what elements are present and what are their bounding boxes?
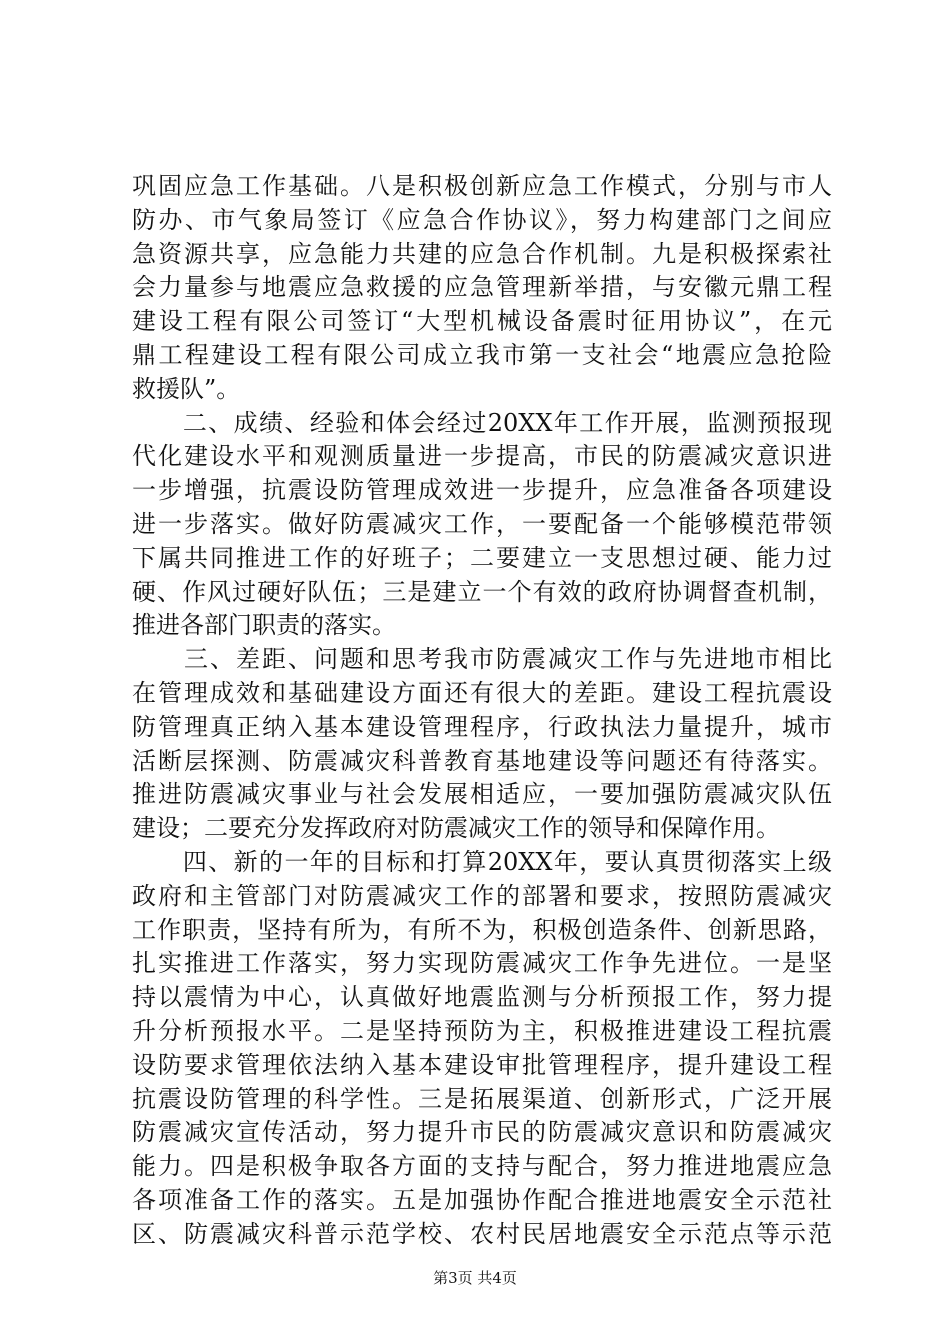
text-line: 进一步落实。做好防震减灾工作，一要配备一个能够模范带领 — [132, 509, 832, 538]
body-text — [132, 170, 832, 1252]
text-line: 防办、市气象局签订《应急合作协议》，努力构建部门之间应 — [132, 205, 832, 234]
text-line: 防管理真正纳入基本建设管理程序，行政执法力量提升，城市 — [132, 712, 832, 741]
text-line: 推进防震减灾事业与社会发展相适应，一要加强防震减灾队伍 — [132, 780, 832, 809]
text-line: 硬、作风过硬好队伍；三是建立一个有效的政府协调督查机制， — [132, 577, 832, 606]
text-line: 活断层探测、防震减灾科普教育基地建设等问题还有待落实。 — [132, 746, 832, 775]
text-line: 推进各部门职责的落实。 — [132, 611, 396, 640]
text-line: 一步增强，抗震设防管理成效进一步提升，应急准备各项建设 — [132, 476, 832, 505]
text-line: 巩固应急工作基础。八是积极创新应急工作模式，分别与市人 — [132, 172, 832, 200]
text-line: 下属共同推进工作的好班子；二要建立一支思想过硬、能力过 — [132, 543, 832, 572]
text-line: 区、防震减灾科普示范学校、农村民居地震安全示范点等示范 — [132, 1219, 832, 1248]
text-line: 代化建设水平和观测质量进一步提高，市民的防震减灾意识进 — [132, 442, 832, 471]
text-line: 扎实推进工作落实，努力实现防震减灾工作争先进位。一是坚 — [132, 949, 832, 978]
text-line: 能力。四是积极争取各方面的支持与配合，努力推进地震应急 — [132, 1152, 832, 1181]
text-line: 建设；二要充分发挥政府对防震减灾工作的领导和保障作用。 — [132, 814, 780, 843]
text-line: 二、成绩、经验和体会经过20XX年工作开展，监测预报现 — [132, 408, 832, 437]
text-line: 设防要求管理依法纳入基本建设审批管理程序，提升建设工程 — [132, 1050, 832, 1079]
text-line: 升分析预报水平。二是坚持预防为主，积极推进建设工程抗震 — [132, 1016, 832, 1045]
text-line: 急资源共享，应急能力共建的应急合作机制。九是积极探索社 — [132, 239, 832, 268]
text-line: 抗震设防管理的科学性。三是拓展渠道、创新形式，广泛开展 — [132, 1084, 832, 1113]
text-line: 四、新的一年的目标和打算20XX年，要认真贯彻落实上级 — [132, 847, 832, 876]
text-line: 三、差距、问题和思考我市防震减灾工作与先进地市相比 — [132, 645, 832, 674]
text-line: 防震减灾宣传活动，努力提升市民的防震减灾意识和防震减灾 — [132, 1118, 832, 1147]
text-line: 工作职责，坚持有所为，有所不为，积极创造条件、创新思路， — [132, 915, 832, 944]
text-line: 各项准备工作的落实。五是加强协作配合推进地震安全示范社 — [132, 1185, 832, 1214]
text-line: 会力量参与地震应急救援的应急管理新举措，与安徽元鼎工程 — [132, 273, 832, 302]
text-line: 救援队”。 — [132, 374, 241, 403]
text-line: 鼎工程建设工程有限公司成立我市第一支社会“地震应急抢险 — [132, 340, 832, 369]
page-number-footer: 第3页 共4页 — [433, 1269, 517, 1287]
text-line: 持以震情为中心，认真做好地震监测与分析预报工作，努力提 — [132, 983, 832, 1012]
text-line: 政府和主管部门对防震减灾工作的部署和要求，按照防震减灾 — [132, 881, 832, 910]
text-line: 建设工程有限公司签订“大型机械设备震时征用协议”，在元 — [132, 307, 832, 336]
text-line: 在管理成效和基础建设方面还有很大的差距。建设工程抗震设 — [132, 678, 832, 707]
